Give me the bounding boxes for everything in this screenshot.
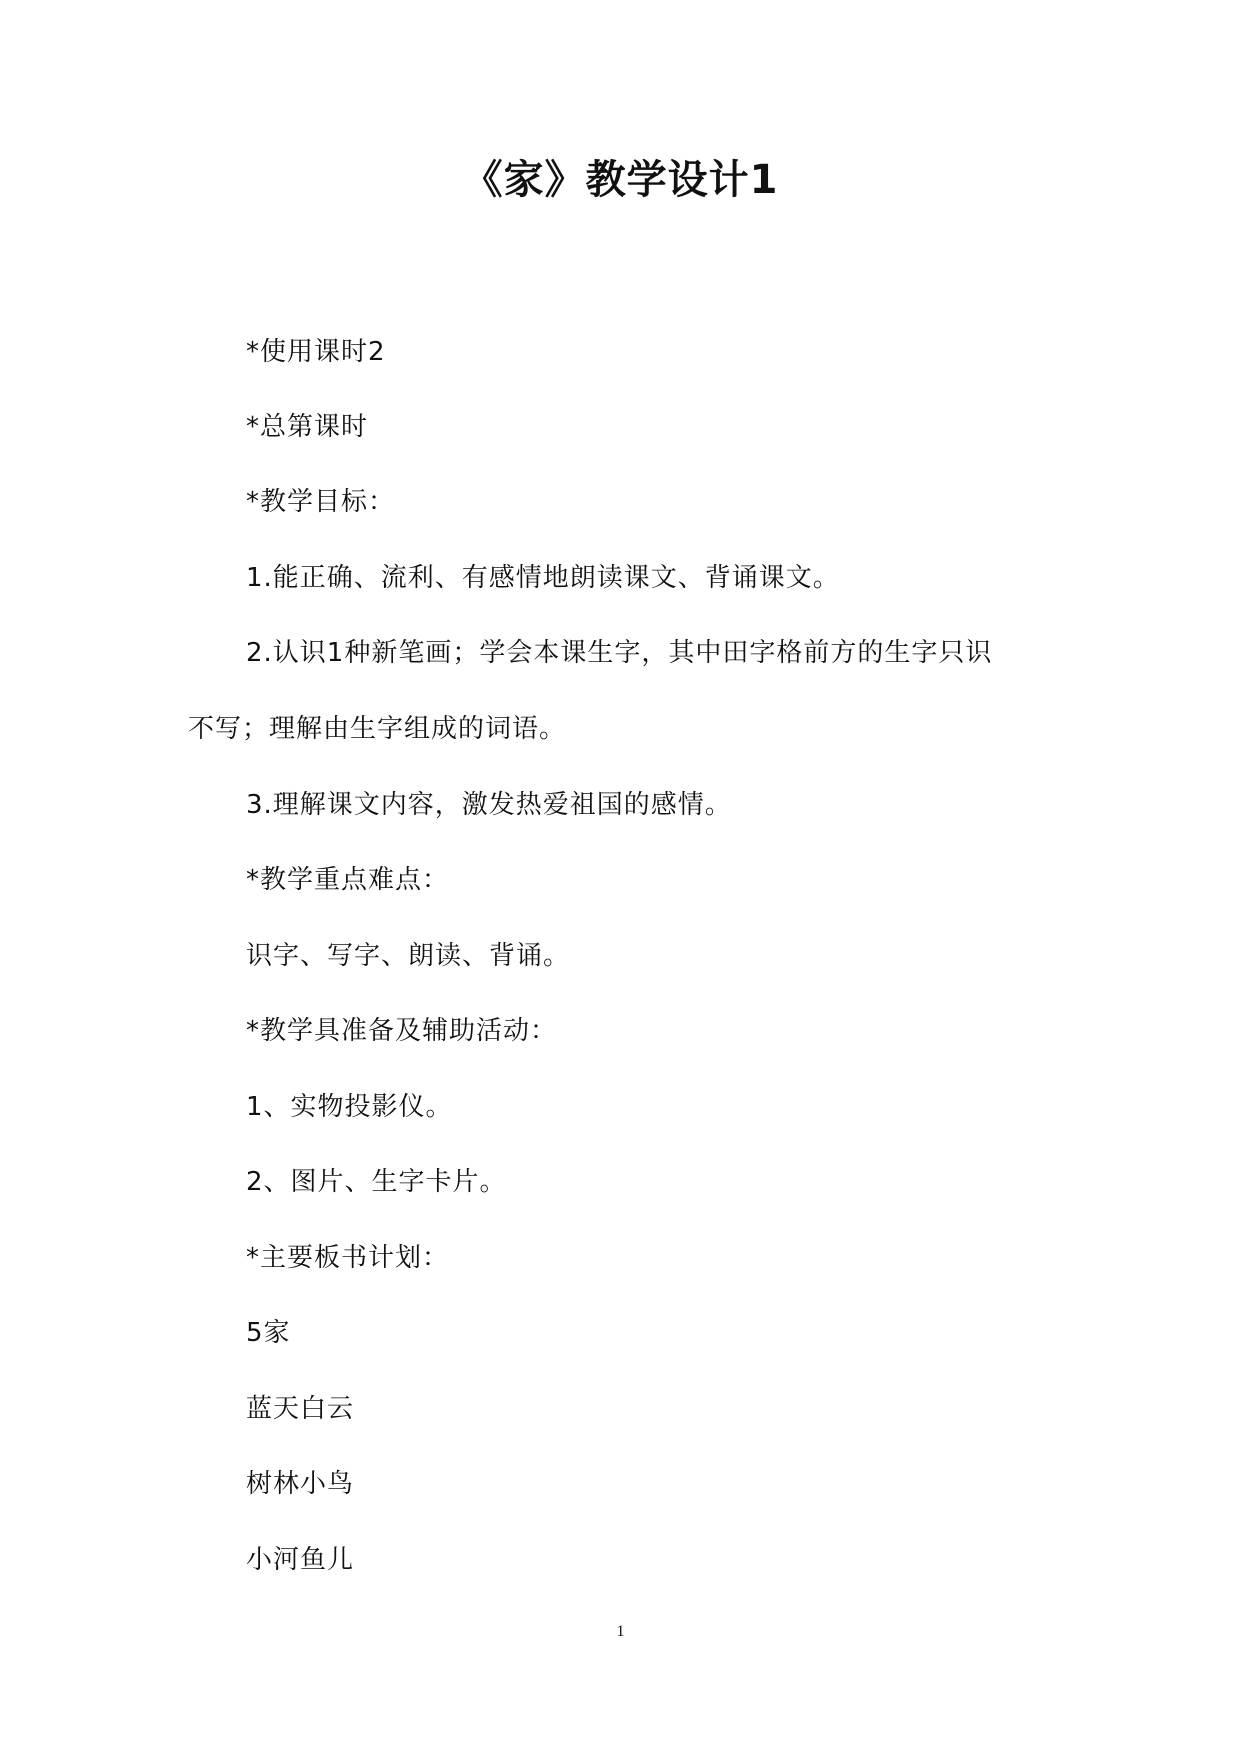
board-plan-line-2: 树林小鸟 (246, 1469, 355, 1499)
goal-1-line: 1.能正确、流利、有感情地朗读课文、背诵课文。 (246, 563, 840, 593)
key-difficulties-line: 识字、写字、朗读、背诵。 (246, 941, 571, 971)
document-title: 《家》教学设计1 (462, 157, 779, 203)
materials-heading: *教学具准备及辅助活动： (246, 1016, 558, 1046)
goal-3-line: 3.理解课文内容，激发热爱祖国的感情。 (246, 790, 732, 820)
board-plan-line-1: 蓝天白云 (246, 1394, 355, 1424)
teaching-goals-heading: *教学目标： (246, 487, 396, 517)
key-difficulties-heading: *教学重点难点： (246, 865, 450, 895)
lesson-hours-line: *使用课时2 (246, 337, 386, 367)
material-2-line: 2、图片、生字卡片。 (246, 1167, 507, 1197)
material-1-line: 1、实物投影仪。 (246, 1092, 453, 1122)
goal-2-line: 2.认识1种新笔画；学会本课生字，其中田字格前方的生字只识 (246, 638, 993, 668)
board-plan-line-3: 小河鱼儿 (246, 1545, 355, 1575)
goal-2-continuation-line: 不写；理解由生字组成的词语。 (188, 714, 567, 744)
page-number: 1 (616, 1623, 625, 1640)
board-plan-heading: *主要板书计划： (246, 1243, 450, 1273)
board-plan-title-line: 5家 (246, 1318, 291, 1348)
total-lesson-line: *总第课时 (246, 412, 369, 442)
